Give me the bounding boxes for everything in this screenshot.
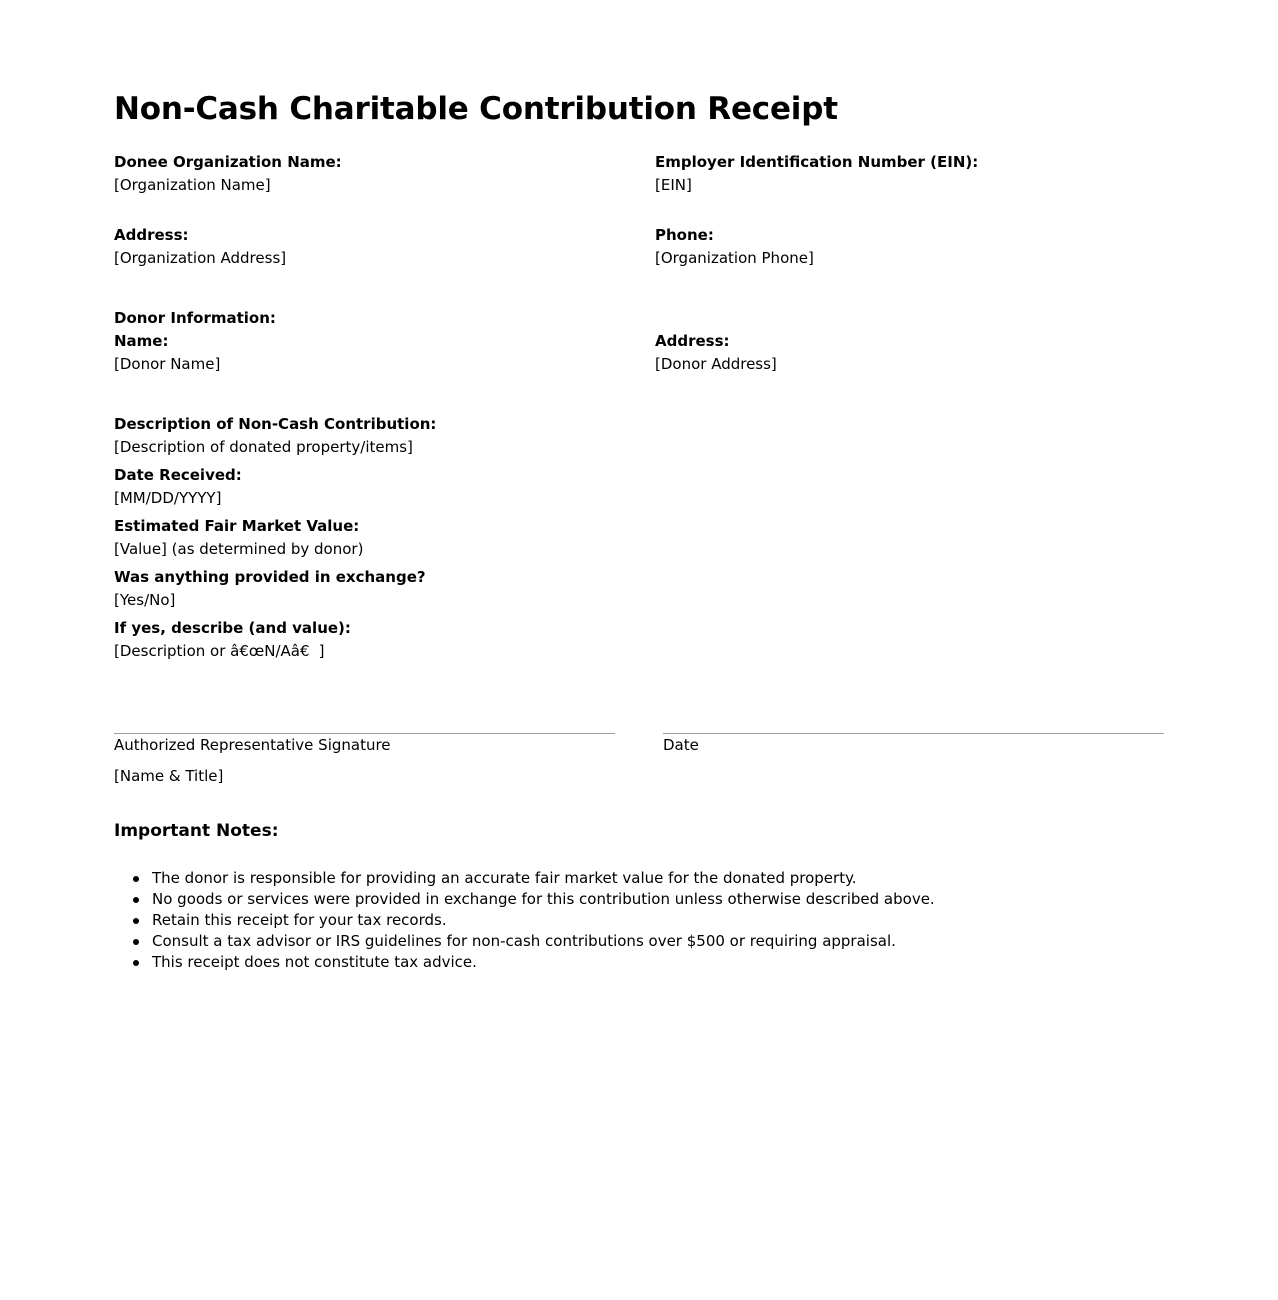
- note-text: Consult a tax advisor or IRS guidelines for non-cash contributions over $500 or requiring appraisal.: [152, 932, 896, 950]
- date-line: [663, 733, 1164, 734]
- exchange-description-value: [Description or â€œN/Aâ€]: [114, 642, 325, 660]
- bullet-icon: [133, 960, 139, 966]
- representative-name-title: [Name & Title]: [114, 767, 224, 785]
- org-phone-label: Phone:: [655, 226, 714, 244]
- bullet-icon: [133, 897, 139, 903]
- org-address-value: [Organization Address]: [114, 249, 287, 267]
- bullet-icon: [133, 939, 139, 945]
- contribution-description-label: Description of Non-Cash Contribution:: [114, 415, 437, 433]
- donor-name-label: Name:: [114, 332, 169, 350]
- org-address-label: Address:: [114, 226, 189, 244]
- list-item: [152, 889, 935, 910]
- notes-list: [114, 868, 935, 973]
- bullet-icon: [133, 876, 139, 882]
- list-item: [152, 952, 935, 973]
- list-item: [152, 868, 935, 889]
- fair-market-value-label: Estimated Fair Market Value:: [114, 517, 360, 535]
- exchange-question-label: Was anything provided in exchange?: [114, 568, 426, 586]
- note-text: This receipt does not constitute tax advice.: [152, 953, 477, 971]
- donor-section-label: Donor Information:: [114, 309, 276, 327]
- exchange-description-label: If yes, describe (and value):: [114, 619, 351, 637]
- list-item: [152, 931, 935, 952]
- date-caption: Date: [663, 736, 699, 754]
- org-name-label: Donee Organization Name:: [114, 153, 342, 171]
- page-title: Non-Cash Charitable Contribution Receipt: [114, 91, 838, 127]
- exchange-question-value: [Yes/No]: [114, 591, 176, 609]
- donor-address-value: [Donor Address]: [655, 355, 777, 373]
- note-text: The donor is responsible for providing an accurate fair market value for the donated property.: [152, 869, 857, 887]
- note-text: Retain this receipt for your tax records.: [152, 911, 447, 929]
- notes-title: Important Notes:: [114, 821, 279, 841]
- fair-market-value-value: [Value] (as determined by donor): [114, 540, 364, 558]
- list-item: [152, 910, 935, 931]
- donor-name-value: [Donor Name]: [114, 355, 221, 373]
- note-text: No goods or services were provided in exchange for this contribution unless otherwise described above.: [152, 890, 935, 908]
- ein-value: [EIN]: [655, 176, 692, 194]
- ein-label: Employer Identification Number (EIN):: [655, 153, 979, 171]
- date-received-value: [MM/DD/YYYY]: [114, 489, 222, 507]
- org-phone-value: [Organization Phone]: [655, 249, 814, 267]
- signature-caption: Authorized Representative Signature: [114, 736, 391, 754]
- date-received-label: Date Received:: [114, 466, 242, 484]
- org-name-value: [Organization Name]: [114, 176, 271, 194]
- bullet-icon: [133, 918, 139, 924]
- contribution-description-value: [Description of donated property/items]: [114, 438, 413, 456]
- donor-address-label: Address:: [655, 332, 730, 350]
